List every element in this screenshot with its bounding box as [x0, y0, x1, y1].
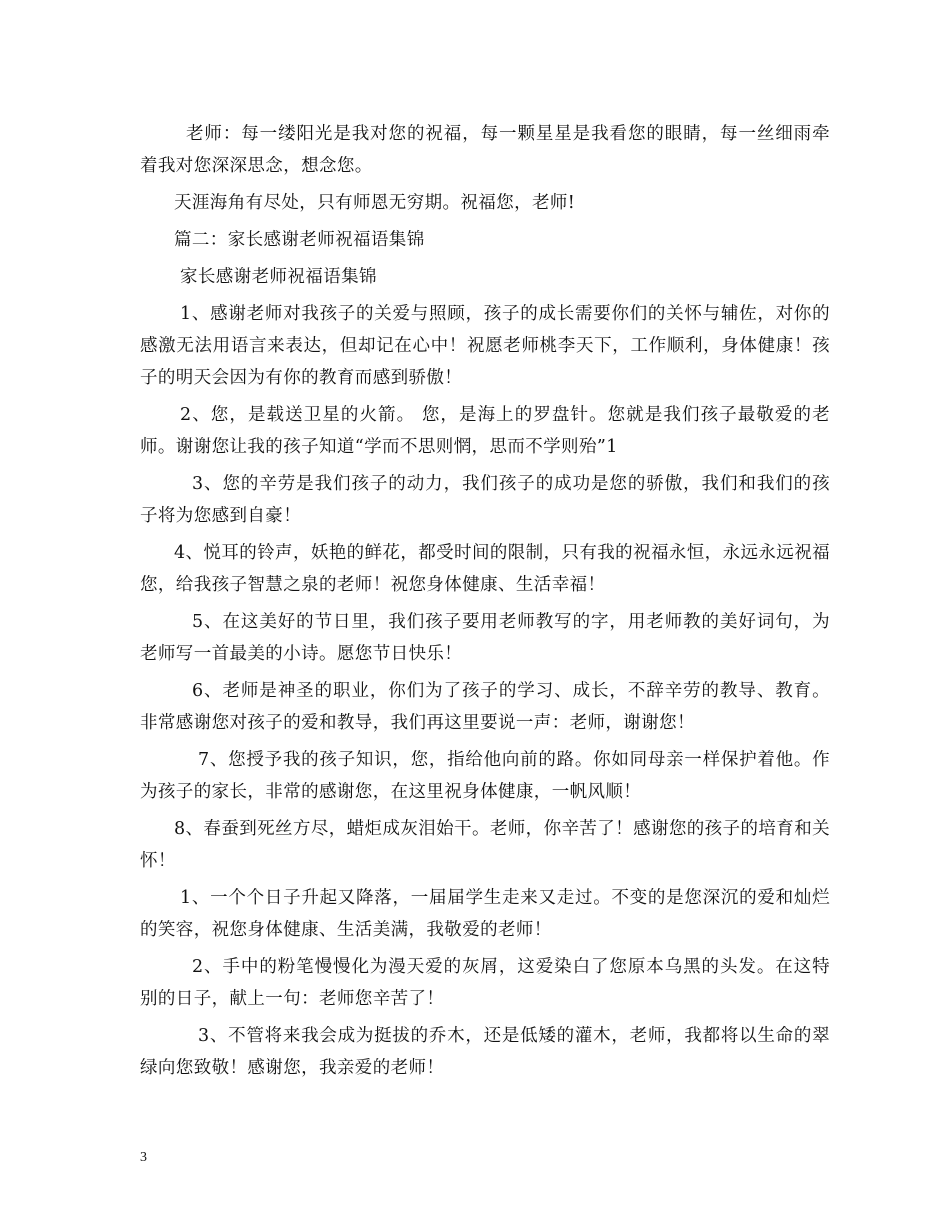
list-item: 3、您的辛劳是我们孩子的动力，我们孩子的成功是您的骄傲，我们和我们的孩子将为您感到自豪！ — [140, 474, 830, 526]
list-item: 2、您，是载送卫星的火箭。 您，是海上的罗盘针。您就是我们孩子最敬爱的老师。谢谢您让我的孩子知道“学而不思则惘，思而不学则殆”1 — [140, 405, 830, 457]
list-item: 6、老师是神圣的职业，你们为了孩子的学习、成长，不辞辛劳的教导、教育。非常感谢您对孩子的爱和教导，我们再这里要说一声：老师，谢谢您！ — [140, 681, 830, 733]
paragraph-teacher-greeting: 老师：每一缕阳光是我对您的祝福，每一颗星星是我看您的眼睛，每一丝细雨牵着我对您深深思念，想念您。 — [140, 124, 830, 176]
list-item: 1、感谢老师对我孩子的关爱与照顾，孩子的成长需要你们的关怀与辅佐，对你的感激无法用语言来表达，但却记在心中！祝愿老师桃李天下，工作顺利，身体健康！孩子的明天会因为有你的教育而感到骄傲！ — [140, 304, 830, 388]
page-number: 3 — [140, 1150, 147, 1165]
list-item: 2、手中的粉笔慢慢化为漫天爱的灰屑，这爱染白了您原本乌黑的头发。在这特别的日子，献上一句：老师您辛苦了！ — [140, 957, 830, 1009]
list-item: 3、不管将来我会成为挺拔的乔木，还是低矮的灌木，老师，我都将以生命的翠绿向您致敬！感谢您，我亲爱的老师！ — [140, 1026, 830, 1078]
list-item: 8、春蚕到死丝方尽，蜡炬成灰泪始干。老师，你辛苦了！感谢您的孩子的培育和关怀！ — [140, 819, 830, 871]
list-item: 5、在这美好的节日里，我们孩子要用老师教写的字，用老师教的美好词句，为老师写一首最美的小诗。愿您节日快乐！ — [140, 612, 830, 664]
section-subtitle: 家长感谢老师祝福语集锦 — [180, 267, 377, 287]
list-item: 1、一个个日子升起又降落，一届届学生走来又走过。不变的是您深沉的爱和灿烂的笑容，祝您身体健康、生活美满，我敬爱的老师！ — [140, 888, 830, 940]
section-heading: 篇二：家长感谢老师祝福语集锦 — [174, 230, 425, 250]
list-item: 7、您授予我的孩子知识，您，指给他向前的路。你如同母亲一样保护着他。作为孩子的家长，非常的感谢您，在这里祝身体健康，一帆风顺！ — [140, 750, 830, 802]
list-item: 4、悦耳的铃声，妖艳的鲜花，都受时间的限制，只有我的祝福永恒，永远永远祝福您，给我孩子智慧之泉的老师！祝您身体健康、生活幸福！ — [140, 543, 830, 595]
paragraph-teacher-gratitude: 天涯海角有尽处，只有师恩无穷期。祝福您，老师! — [174, 193, 576, 213]
document-body — [140, 118, 830, 1089]
